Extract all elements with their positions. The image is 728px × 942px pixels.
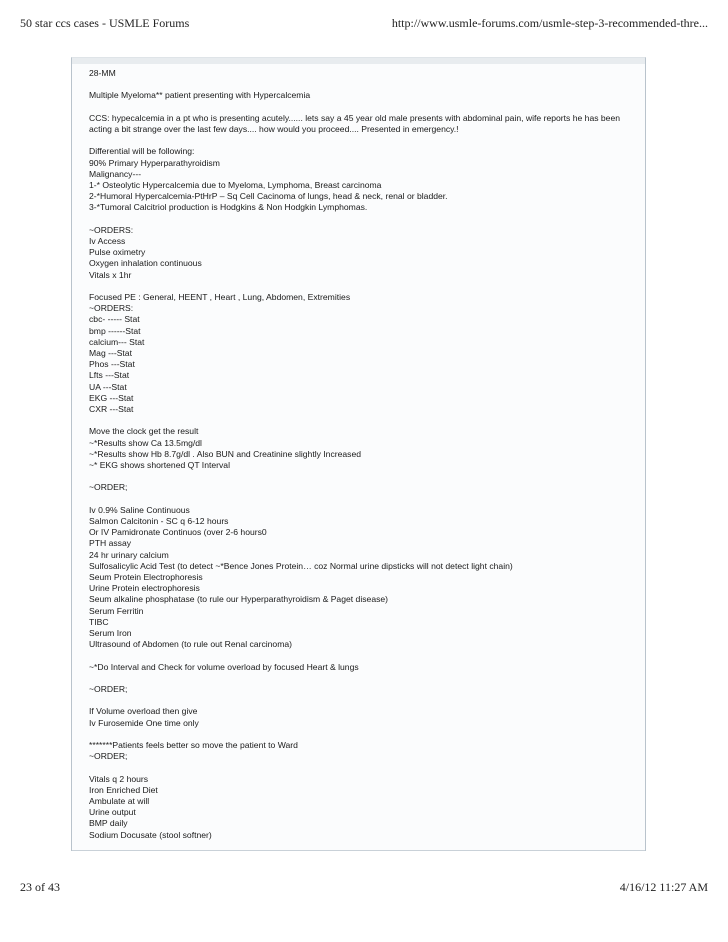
post-line: Ultrasound of Abdomen (to rule out Renal carcinoma) (89, 639, 293, 650)
post-line: 2-*Humoral Hypercalcemia-PtHrP – Sq Cell Cacinoma of lungs, head & neck, renal or bladder. (89, 191, 448, 202)
post-line: Urine output (89, 807, 136, 818)
post-line: Iv Furosemide One time only (89, 717, 199, 728)
print-header (20, 16, 708, 32)
post-line: ~*Do Interval and Check for volume overload by focused Heart & lungs (89, 661, 359, 672)
post-line: ~*Results show Ca 13.5mg/dl (89, 437, 202, 448)
post-line: CXR ---Stat (89, 404, 134, 415)
post-line: 90% Primary Hyperparathyroidism (89, 157, 220, 168)
post-line: Malignancy--- (89, 168, 142, 179)
post-line: Pulse oximetry (89, 247, 146, 258)
post-paragraph (89, 505, 637, 651)
post-line: Iv 0.9% Saline Continuous (89, 504, 190, 515)
post-line: Phos ---Stat (89, 359, 135, 370)
post-line: TIBC (89, 616, 109, 627)
post-line: Serum Iron (89, 628, 132, 639)
post-line: Iv Access (89, 235, 126, 246)
post-line: Urine Protein electrophoresis (89, 583, 200, 594)
post-line: ~ORDER; (89, 751, 128, 762)
post-line: 24 hr urinary calcium (89, 549, 169, 560)
post-paragraph (89, 225, 637, 281)
post-line: Oxygen inhalation continuous (89, 258, 202, 269)
post-line: Move the clock get the result (89, 426, 199, 437)
page-number: 23 of 43 (20, 880, 60, 894)
post-line: Seum alkaline phosphatase (to rule our Hyperparathyroidism & Paget disease) (89, 594, 389, 605)
post-line: Vitals x 1hr (89, 269, 132, 280)
post-line: Sodium Docusate (stool softner) (89, 829, 212, 840)
post-line: 28-MM (89, 68, 116, 78)
post-line: ~ORDERS: (89, 303, 134, 314)
post-line: ~ORDER; (89, 684, 128, 695)
post-line: 1-* Osteolytic Hypercalcemia due to Myeloma, Lymphoma, Breast carcinoma (89, 179, 382, 190)
post-line: *******Patients feels better so move the patient to Ward (89, 740, 298, 750)
post-line: Seum Protein Electrophoresis (89, 572, 203, 583)
post-line: Differential will be following: (89, 146, 195, 157)
post-line: ~ORDERS: (89, 224, 134, 235)
post-line: bmp ------Stat (89, 325, 141, 336)
forum-post (71, 57, 646, 851)
post-line: If Volume overload then give (89, 706, 198, 717)
post-paragraph (89, 292, 637, 415)
post-paragraph (89, 740, 637, 762)
post-line: Ambulate at will (89, 796, 150, 806)
post-line: Focused PE : General, HEENT , Heart , Lung, Abdomen, Extremities (89, 291, 351, 302)
post-paragraph (89, 662, 637, 673)
post-line: BMP daily (89, 818, 128, 829)
post-paragraph (89, 68, 637, 79)
post-line: Multiple Myeloma** patient presenting with Hypercalcemia (89, 90, 311, 101)
post-paragraph (89, 684, 637, 695)
post-line: PTH assay (89, 538, 132, 549)
post-paragraph (89, 90, 637, 101)
print-datetime: 4/16/12 11:27 AM (619, 880, 708, 894)
post-paragraph (89, 706, 637, 728)
post-line: Lfts ---Stat (89, 370, 130, 381)
post-line: Salmon Calcitonin - SC q 6-12 hours (89, 516, 229, 526)
post-line: ~ORDER; (89, 482, 128, 493)
post-line: 3-*Tumoral Calcitriol production is Hodgkins & Non Hodgkin Lymphomas. (89, 202, 368, 213)
post-paragraph (89, 426, 637, 471)
post-line: Or IV Pamidronate Continuos (over 2-6 hours0 (89, 527, 267, 538)
post-line: Iron Enriched Diet (89, 784, 158, 795)
page-title: 50 star ccs cases - USMLE Forums (20, 16, 190, 30)
page-url: http://www.usmle-forums.com/usmle-step-3-recommended-thre... (391, 16, 708, 30)
post-line: Serum Ferritin (89, 605, 144, 616)
post-line: CCS: hypecalcemia in a pt who is presenting acutely...... lets say a 45 year old male presents with abdominal pain, wife reports he has been acting a bit strange over the last few days.... how would you proceed.... Presented in emergency.! (89, 112, 621, 134)
post-line: Mag ---Stat (89, 348, 132, 358)
post-line: ~* EKG shows shortened QT Interval (89, 460, 230, 471)
post-paragraph (89, 774, 637, 841)
post-paragraph (89, 113, 637, 135)
post-line: EKG ---Stat (89, 392, 134, 403)
post-line: ~*Results show Hb 8.7g/dl . Also BUN and Creatinine slightly Increased (89, 448, 362, 459)
post-paragraph (89, 146, 637, 213)
post-paragraph (89, 482, 637, 493)
post-bottom-border (72, 850, 645, 851)
post-top-bar (72, 58, 645, 64)
post-line: Sulfosalicylic Acid Test (to detect ~*Bence Jones Protein… coz Normal urine dipsticks will not detect light chain) (89, 560, 513, 571)
print-footer (20, 880, 708, 896)
post-body (89, 68, 637, 841)
post-line: cbc- ----- Stat (89, 314, 140, 325)
post-line: UA ---Stat (89, 381, 127, 392)
post-line: Vitals q 2 hours (89, 773, 149, 784)
post-line: calcium--- Stat (89, 336, 145, 347)
